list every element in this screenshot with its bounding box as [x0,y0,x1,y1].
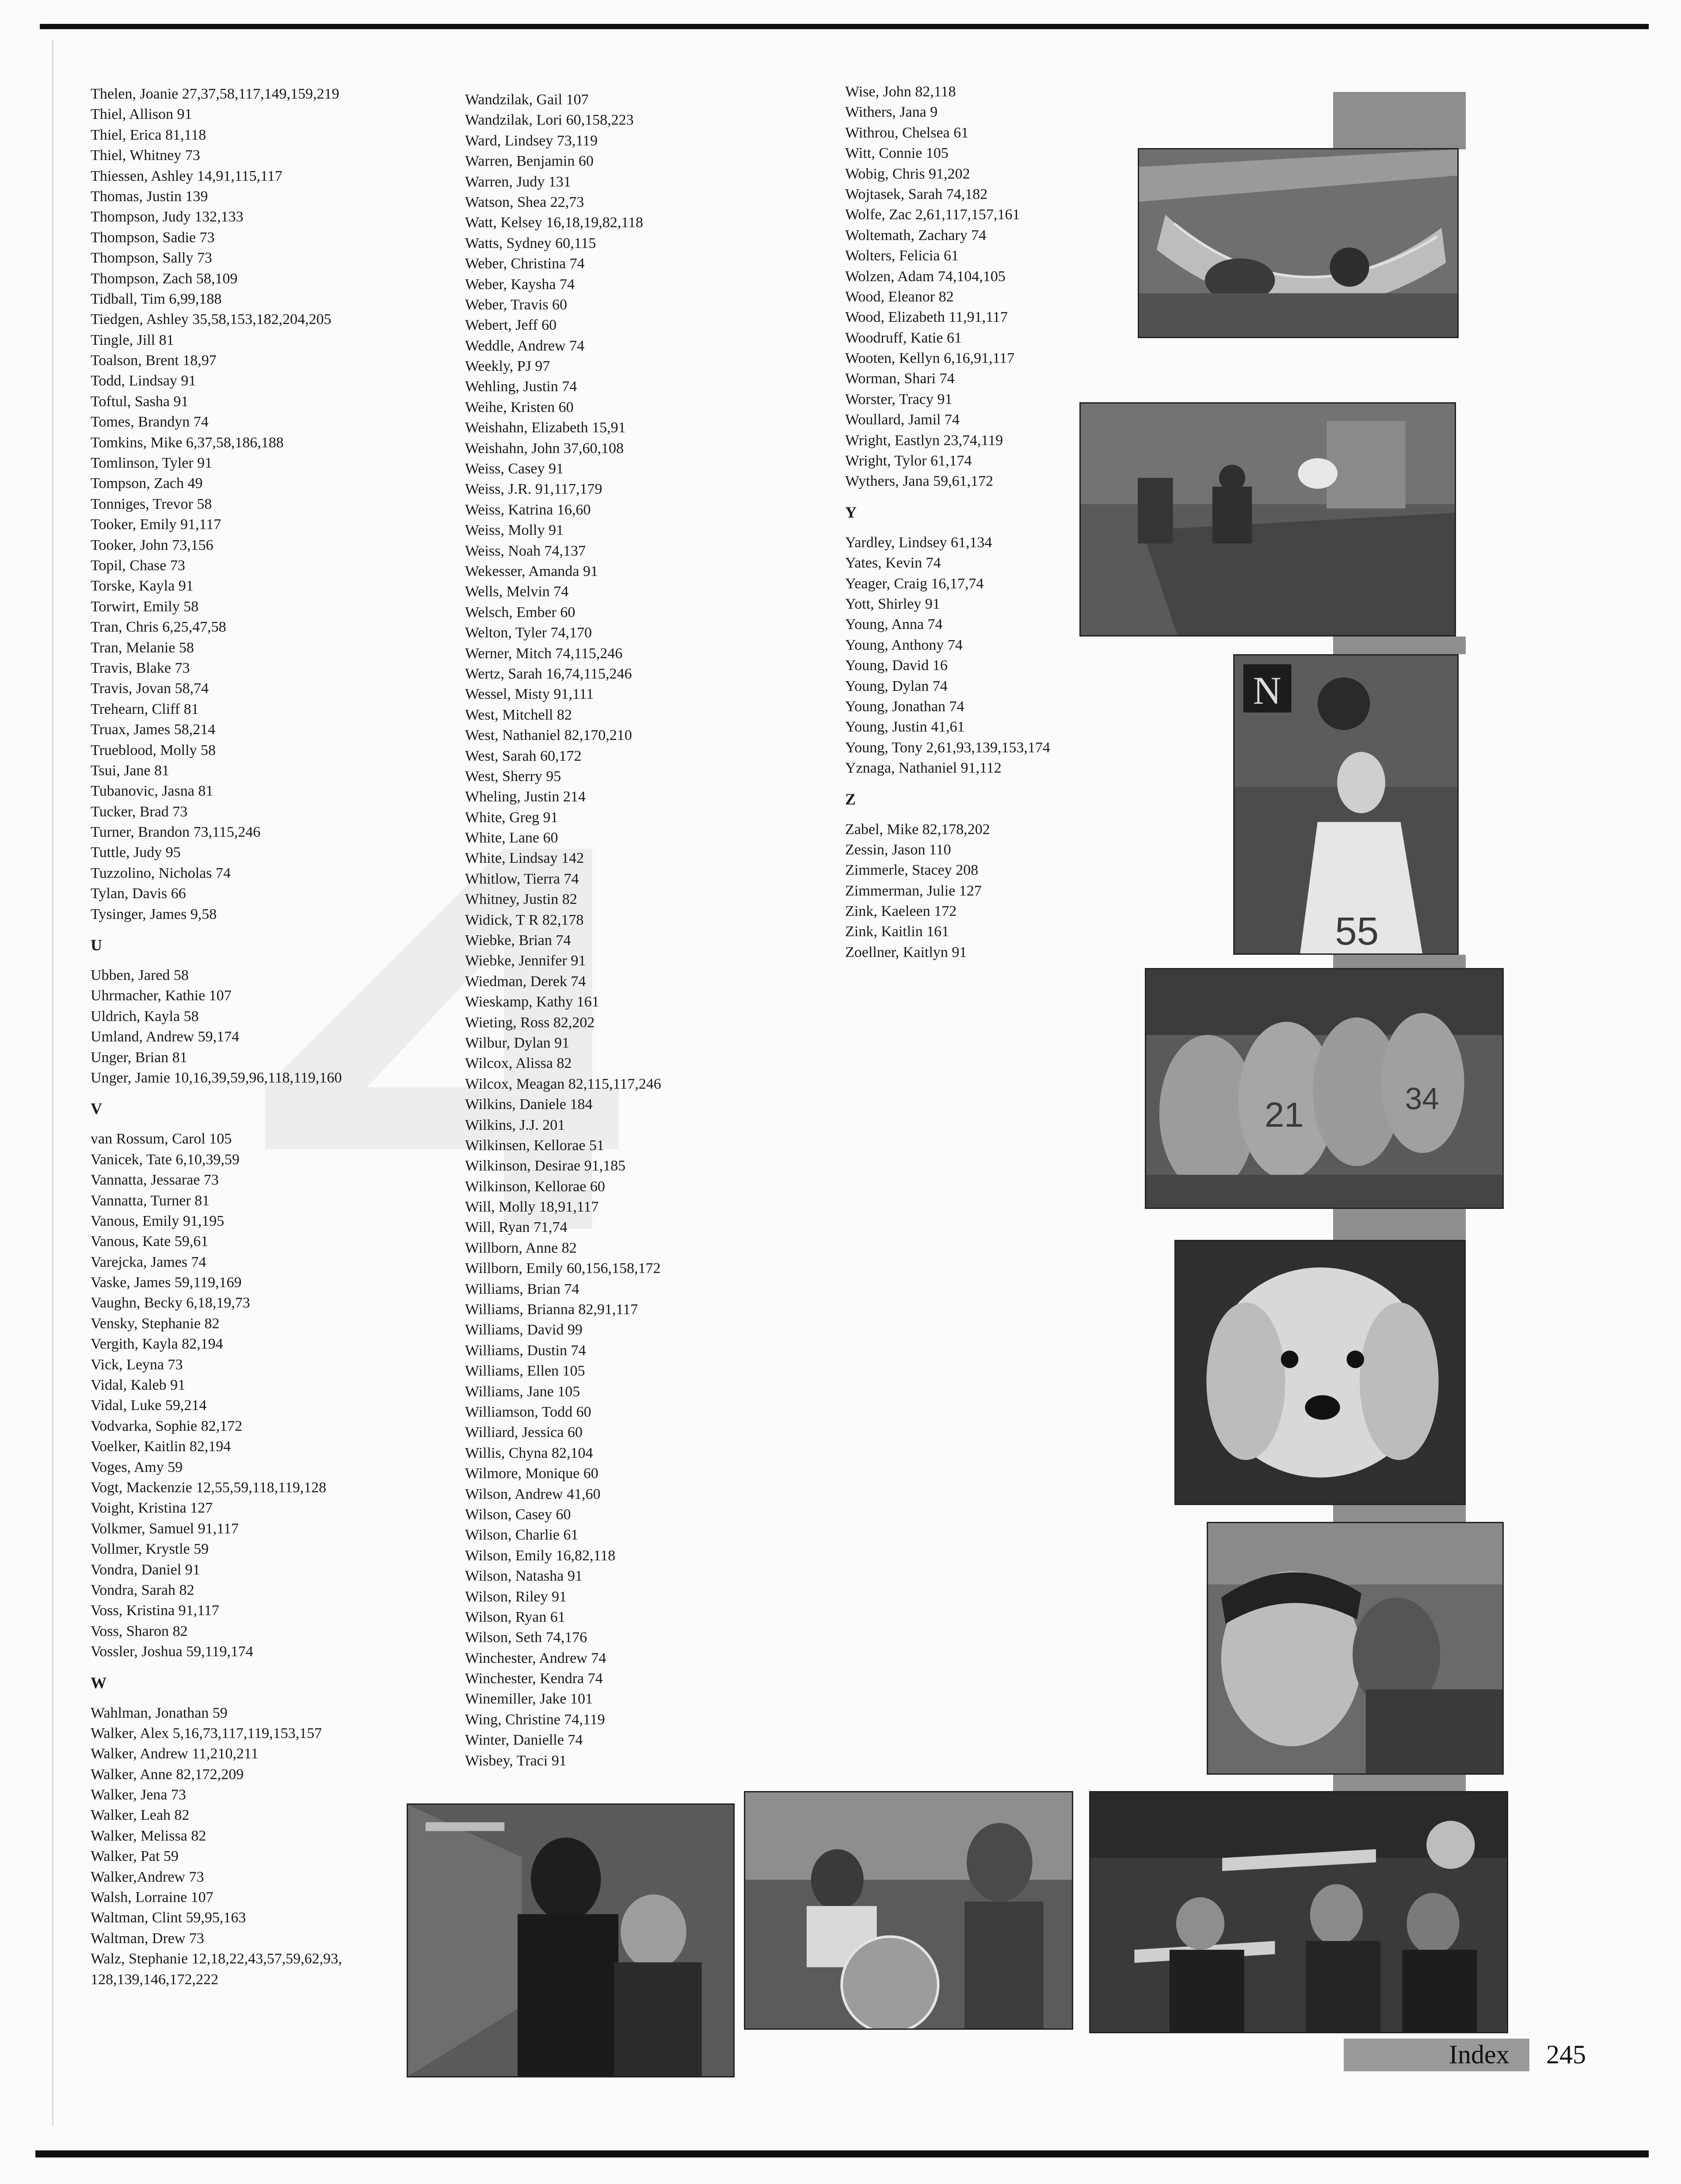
index-entry: Unger, Brian 81 [91,1049,187,1066]
index-entry: Truax, James 58,214 [91,721,216,738]
index-entry: Woullard, Jamil 74 [845,412,960,428]
index-entry: Tuzzolino, Nicholas 74 [91,865,231,881]
index-entry: Voss, Kristina 91,117 [91,1602,219,1619]
index-entry: Vergith, Kayla 82,194 [91,1336,223,1353]
index-entry: Tylan, Davis 66 [91,885,186,902]
index-entry: Webert, Jeff 60 [465,317,557,334]
index-entry: Weber, Travis 60 [465,296,568,313]
index-entry: Vidal, Kaleb 91 [91,1377,186,1394]
index-entry: Wilkinson, Desirae 91,185 [465,1158,626,1174]
index-entry: Tomkins, Mike 6,37,58,186,188 [91,434,284,451]
index-entry: Tucker, Brad 73 [91,803,188,820]
index-entry: Torwirt, Emily 58 [91,598,199,615]
index-entry: Wieting, Ross 82,202 [465,1014,595,1031]
index-entry: Vensky, Stephanie 82 [91,1315,220,1332]
index-entry: Williams, Ellen 105 [465,1363,585,1380]
index-entry: Wojtasek, Sarah 74,182 [845,186,988,202]
index-entry: Wilkins, J.J. 201 [465,1117,565,1133]
page-number: 245 [1546,2040,1586,2069]
index-entry: Wehling, Justin 74 [465,378,577,395]
index-entry: Withrou, Chelsea 61 [845,124,969,141]
index-entry: Walker, Pat 59 [91,1848,179,1865]
index-entry: Vanous, Emily 91,195 [91,1212,225,1229]
hallway-students-photo [407,1803,735,2077]
index-entry: Thiel, Erica 81,118 [91,126,206,143]
index-entry: Topil, Chase 73 [91,557,185,574]
index-entry: West, Sherry 95 [465,768,561,785]
index-entry: White, Lindsay 142 [465,850,584,867]
accent-bar-top [1333,92,1466,149]
hammock-photo [1138,148,1459,338]
accent-bar-mid2 [1333,955,1466,968]
index-entry: West, Mitchell 82 [465,706,572,723]
index-entry: Voss, Sharon 82 [91,1623,188,1639]
section-letter: Y [845,503,857,521]
accent-bar-mid3 [1333,1209,1466,1240]
index-entry: Weekly, PJ 97 [465,358,550,375]
trombone-band-photo [1089,1791,1508,2033]
binding-edge [52,40,53,2126]
svg-text:N: N [1253,669,1281,713]
index-entry: Weber, Christina 74 [465,255,585,272]
index-entry: Wisbey, Traci 91 [465,1752,567,1769]
index-entry: Woodruff, Katie 61 [845,329,962,346]
index-entry: Wheling, Justin 214 [465,789,586,805]
index-entry: Young, Justin 41,61 [845,719,965,736]
accent-bar-mid5 [1333,1775,1466,1792]
index-entry: Willborn, Anne 82 [465,1239,577,1256]
index-entry: Wiebke, Brian 74 [465,932,571,949]
index-entry: Weddle, Andrew 74 [465,337,585,354]
index-entry: Thelen, Joanie 27,37,58,117,149,159,219 [91,86,339,102]
index-entry: Williams, David 99 [465,1322,583,1338]
index-entry: Wobig, Chris 91,202 [845,165,970,182]
index-entry: Wieskamp, Kathy 161 [465,994,599,1010]
index-entry: Tomlinson, Tyler 91 [91,455,213,472]
index-entry: Tonniges, Trevor 58 [91,495,212,512]
index-entry: Wilkins, Daniele 184 [465,1096,593,1113]
index-entry: Wilcox, Meagan 82,115,117,246 [465,1075,661,1092]
index-entry: Wilkinson, Kellorae 60 [465,1178,605,1195]
index-entry: Vick, Leyna 73 [91,1356,183,1373]
index-entry: Weiss, J.R. 91,117,179 [465,481,602,498]
index-entry: Will, Molly 18,91,117 [465,1199,599,1216]
index-entry: Wythers, Jana 59,61,172 [845,473,994,490]
index-entry: Zink, Kaeleen 172 [845,903,957,920]
index-entry: Wiebke, Jennifer 91 [465,953,586,969]
index-entry: Zimmerle, Stacey 208 [845,862,979,879]
index-entry: Yznaga, Nathaniel 91,112 [845,760,1002,777]
index-entry: Yates, Kevin 74 [845,555,941,572]
index-entry: Tubanovic, Jasna 81 [91,783,213,800]
index-entry: Weiss, Casey 91 [465,461,564,477]
index-entry: Umland, Andrew 59,174 [91,1029,240,1045]
dog-photo [1174,1240,1466,1505]
index-entry: Wilkinsen, Kellorae 51 [465,1137,604,1154]
index-entry: Toalson, Brent 18,97 [91,352,217,369]
index-entry: Yeager, Craig 16,17,74 [845,575,984,592]
front-desk-photo [1079,402,1456,637]
index-entry: Vannatta, Turner 81 [91,1192,210,1209]
index-entry: Vossler, Joshua 59,119,174 [91,1643,253,1660]
basketball-free-throw-photo [1233,654,1459,955]
index-entry: Waltman, Clint 59,95,163 [91,1910,246,1926]
index-entry: Will, Ryan 71,74 [465,1219,568,1236]
index-column-1 [91,84,342,1990]
index-entry: Trehearn, Cliff 81 [91,701,199,717]
index-entry: Winter, Danielle 74 [465,1732,583,1749]
index-entry: Weber, Kaysha 74 [465,276,575,293]
index-entry: Varejcka, James 74 [91,1254,206,1270]
bottom-rule [35,2150,1649,2157]
index-entry: Wright, Eastlyn 23,74,119 [845,432,1003,449]
index-entry: Williams, Jane 105 [465,1383,580,1400]
index-entry: Wolters, Felicia 61 [845,248,959,264]
index-entry: Williard, Jessica 60 [465,1424,583,1441]
index-entry: West, Nathaniel 82,170,210 [465,727,632,744]
index-entry: Welsch, Ember 60 [465,604,576,621]
index-entry: Vidal, Luke 59,214 [91,1397,207,1414]
top-rule [40,24,1649,29]
index-column-3 [845,82,1050,963]
index-entry: Winemiller, Jake 101 [465,1691,593,1708]
index-entry: Waltman, Drew 73 [91,1930,204,1947]
index-entry: Turner, Brandon 73,115,246 [91,824,261,841]
index-entry: Winchester, Kendra 74 [465,1670,603,1687]
index-entry: Ward, Lindsey 73,119 [465,132,598,149]
index-entry: Travis, Blake 73 [91,659,190,676]
index-entry: Tsui, Jane 81 [91,762,169,779]
index-entry: Voight, Kristina 127 [91,1500,213,1517]
index-entry: White, Greg 91 [465,809,558,826]
index-entry: Young, Tony 2,61,93,139,153,174 [845,739,1050,756]
index-entry: Watson, Shea 22,73 [465,194,584,210]
index-entry: Walker, Melissa 82 [91,1827,206,1844]
index-entry: Williams, Brian 74 [465,1281,579,1297]
index-entry: Werner, Mitch 74,115,246 [465,645,623,662]
index-entry: Woltemath, Zachary 74 [845,227,987,244]
index-entry: Wise, John 82,118 [845,84,956,100]
index-entry: Walker, Andrew 11,210,211 [91,1746,259,1762]
index-entry: Wolzen, Adam 74,104,105 [845,268,1006,285]
index-entry: Wilson, Ryan 61 [465,1608,565,1625]
index-entry: Torske, Kayla 91 [91,578,194,595]
index-entry: Vannatta, Jessarae 73 [91,1172,219,1189]
section-letter: V [91,1100,102,1118]
index-entry: Weiss, Noah 74,137 [465,542,586,559]
index-entry: Yott, Shirley 91 [845,595,940,612]
index-entry: Trueblood, Molly 58 [91,742,216,758]
index-entry: Tooker, Emily 91,117 [91,516,221,533]
index-entry: Vodvarka, Sophie 82,172 [91,1418,243,1434]
index-entry: Vaske, James 59,119,169 [91,1274,242,1291]
index-entry: Walker,Andrew 73 [91,1868,204,1885]
boy-bandana-photo [1207,1522,1504,1775]
index-entry: Walker, Alex 5,16,73,117,119,153,157 [91,1725,322,1742]
index-entry: Wahlman, Jonathan 59 [91,1704,228,1721]
index-entry: White, Lane 60 [465,830,558,846]
index-entry: Tuttle, Judy 95 [91,844,181,861]
index-entry: Travis, Jovan 58,74 [91,680,209,697]
index-entry: Weiss, Katrina 16,60 [465,501,591,518]
index-entry: Vondra, Sarah 82 [91,1582,194,1598]
index-entry: Wilbur, Dylan 91 [465,1034,570,1051]
index-entry: Wright, Tylor 61,174 [845,453,972,469]
index-entry: Wilmore, Monique 60 [465,1465,598,1482]
index-entry: Weiss, Molly 91 [465,522,564,539]
accent-bar-mid1 [1333,637,1466,654]
index-entry: Tysinger, James 9,58 [91,906,217,922]
footer-label: Index [1449,2040,1509,2069]
index-entry: van Rossum, Carol 105 [91,1131,232,1147]
index-entry: Uhrmacher, Kathie 107 [91,987,232,1004]
index-entry: Voges, Amy 59 [91,1459,183,1475]
index-entry: Williams, Brianna 82,91,117 [465,1301,638,1318]
index-entry: Wilson, Riley 91 [465,1588,567,1605]
index-entry: Wing, Christine 74,119 [465,1711,605,1728]
index-entry: Wiedman, Derek 74 [465,973,586,990]
index-entry: Walz, Stephanie 12,18,22,43,57,59,62,93, [91,1951,342,1967]
index-entry: Thomas, Justin 139 [91,188,208,205]
index-entry: Ubben, Jared 58 [91,967,189,984]
index-entry: Thompson, Zach 58,109 [91,270,238,287]
index-entry: Walker, Leah 82 [91,1807,190,1824]
index-entry: 128,139,146,172,222 [91,1971,218,1988]
index-entry: Young, Anthony 74 [845,637,963,653]
index-entry: Warren, Benjamin 60 [465,153,594,170]
science-lab-photo [744,1791,1073,2030]
index-entry: Vaughn, Becky 6,18,19,73 [91,1295,250,1311]
index-entry: Winchester, Andrew 74 [465,1650,606,1666]
index-entry: Zimmerman, Julie 127 [845,882,982,899]
index-entry: Worman, Shari 74 [845,370,955,387]
index-entry: Tran, Melanie 58 [91,639,194,656]
index-entry: Wessel, Misty 91,111 [465,686,594,703]
index-entry: Wertz, Sarah 16,74,115,246 [465,665,632,682]
index-entry: Wolfe, Zac 2,61,117,157,161 [845,206,1020,223]
index-entry: Thiel, Whitney 73 [91,147,200,164]
index-entry: Williams, Dustin 74 [465,1342,586,1359]
index-entry: Wood, Elizabeth 11,91,117 [845,309,1008,326]
index-entry: Tingle, Jill 81 [91,332,174,348]
index-entry: Weihe, Kristen 60 [465,399,574,415]
index-entry: Vogt, Mackenzie 12,55,59,118,119,128 [91,1479,327,1496]
index-entry: Whitlow, Tierra 74 [465,870,579,887]
index-entry: Vanous, Kate 59,61 [91,1233,209,1250]
index-entry: Zink, Kaitlin 161 [845,923,949,940]
index-entry: Wekesser, Amanda 91 [465,563,598,579]
index-entry: Wilson, Andrew 41,60 [465,1486,601,1502]
index-entry: Unger, Jamie 10,16,39,59,96,118,119,160 [91,1069,342,1086]
index-entry: Toftul, Sasha 91 [91,393,189,410]
index-entry: Volkmer, Samuel 91,117 [91,1520,239,1537]
index-entry: Vanicek, Tate 6,10,39,59 [91,1151,240,1168]
index-entry: Uldrich, Kayla 58 [91,1008,199,1025]
index-entry: Worster, Tracy 91 [845,391,953,408]
index-entry: Tooker, John 73,156 [91,537,213,553]
index-entry: Willis, Chyna 82,104 [465,1445,593,1461]
index-entry: Wooten, Kellyn 6,16,91,117 [845,350,1015,367]
index-entry: Wandzilak, Gail 107 [465,91,589,108]
index-entry: Tompson, Zach 49 [91,475,203,492]
index-entry: Warren, Judy 131 [465,173,571,190]
index-entry: Thiessen, Ashley 14,91,115,117 [91,168,282,184]
index-entry: Thompson, Judy 132,133 [91,209,244,225]
index-entry: Tidball, Tim 6,99,188 [91,290,222,307]
index-entry: Tomes, Brandyn 74 [91,414,209,431]
index-entry: Zoellner, Kaitlyn 91 [845,944,967,961]
index-entry: Young, Anna 74 [845,616,943,633]
index-entry: Walsh, Lorraine 107 [91,1889,213,1906]
section-letter: W [91,1673,107,1692]
index-entry: Wilson, Natasha 91 [465,1568,583,1585]
basketball-bench-photo [1145,968,1504,1209]
index-entry: Vollmer, Krystle 59 [91,1541,209,1558]
index-entry: Young, Jonathan 74 [845,698,964,715]
index-entry: Tiedgen, Ashley 35,58,153,182,204,205 [91,311,332,328]
index-entry: Willborn, Emily 60,156,158,172 [465,1260,661,1277]
index-entry: West, Sarah 60,172 [465,747,582,764]
index-entry: Watts, Sydney 60,115 [465,235,596,252]
index-entry: Wilcox, Alissa 82 [465,1055,572,1072]
index-entry: Wilson, Casey 60 [465,1506,571,1523]
index-entry: Welton, Tyler 74,170 [465,625,592,641]
index-column-2 [465,90,661,1771]
index-entry: Walker, Anne 82,172,209 [91,1766,244,1783]
index-entry: Voelker, Kaitlin 82,194 [91,1438,231,1455]
index-entry: Wilson, Charlie 61 [465,1527,579,1544]
index-entry: Thiel, Allison 91 [91,106,192,123]
index-entry: Wood, Eleanor 82 [845,288,954,305]
index-entry: Todd, Lindsay 91 [91,373,196,389]
index-entry: Zessin, Jason 110 [845,841,951,858]
index-entry: Thompson, Sally 73 [91,250,212,267]
section-letter: Z [845,790,856,808]
index-entry: Yardley, Lindsey 61,134 [845,534,992,551]
index-entry: Weishahn, Elizabeth 15,91 [465,419,626,436]
index-entry: Wilson, Emily 16,82,118 [465,1547,616,1564]
index-entry: Thompson, Sadie 73 [91,229,215,246]
index-entry: Walker, Jena 73 [91,1787,186,1803]
index-entry: Wandzilak, Lori 60,158,223 [465,112,634,129]
index-entry: Zabel, Mike 82,178,202 [845,821,990,838]
section-letter: U [91,936,102,954]
index-entry: Whitney, Justin 82 [465,891,577,908]
index-entry: Withers, Jana 9 [845,104,938,121]
index-entry: Wilson, Seth 74,176 [465,1629,587,1646]
index-entry: Wells, Melvin 74 [465,583,569,600]
index-entry: Widick, T R 82,178 [465,911,584,928]
svg-text:21: 21 [1265,1095,1304,1135]
index-entry: Weishahn, John 37,60,108 [465,440,624,457]
index-entry: Young, David 16 [845,657,948,674]
index-entry: Young, Dylan 74 [845,678,948,694]
svg-text:55: 55 [1335,909,1379,953]
index-entry: Watt, Kelsey 16,18,19,82,118 [465,214,644,231]
accent-bar-mid4 [1333,1505,1466,1522]
index-entry: Witt, Connie 105 [845,145,949,162]
index-entry: Williamson, Todd 60 [465,1404,591,1420]
index-entry: Vondra, Daniel 91 [91,1561,200,1578]
index-entry: Tran, Chris 6,25,47,58 [91,619,226,636]
svg-text:34: 34 [1405,1081,1439,1116]
